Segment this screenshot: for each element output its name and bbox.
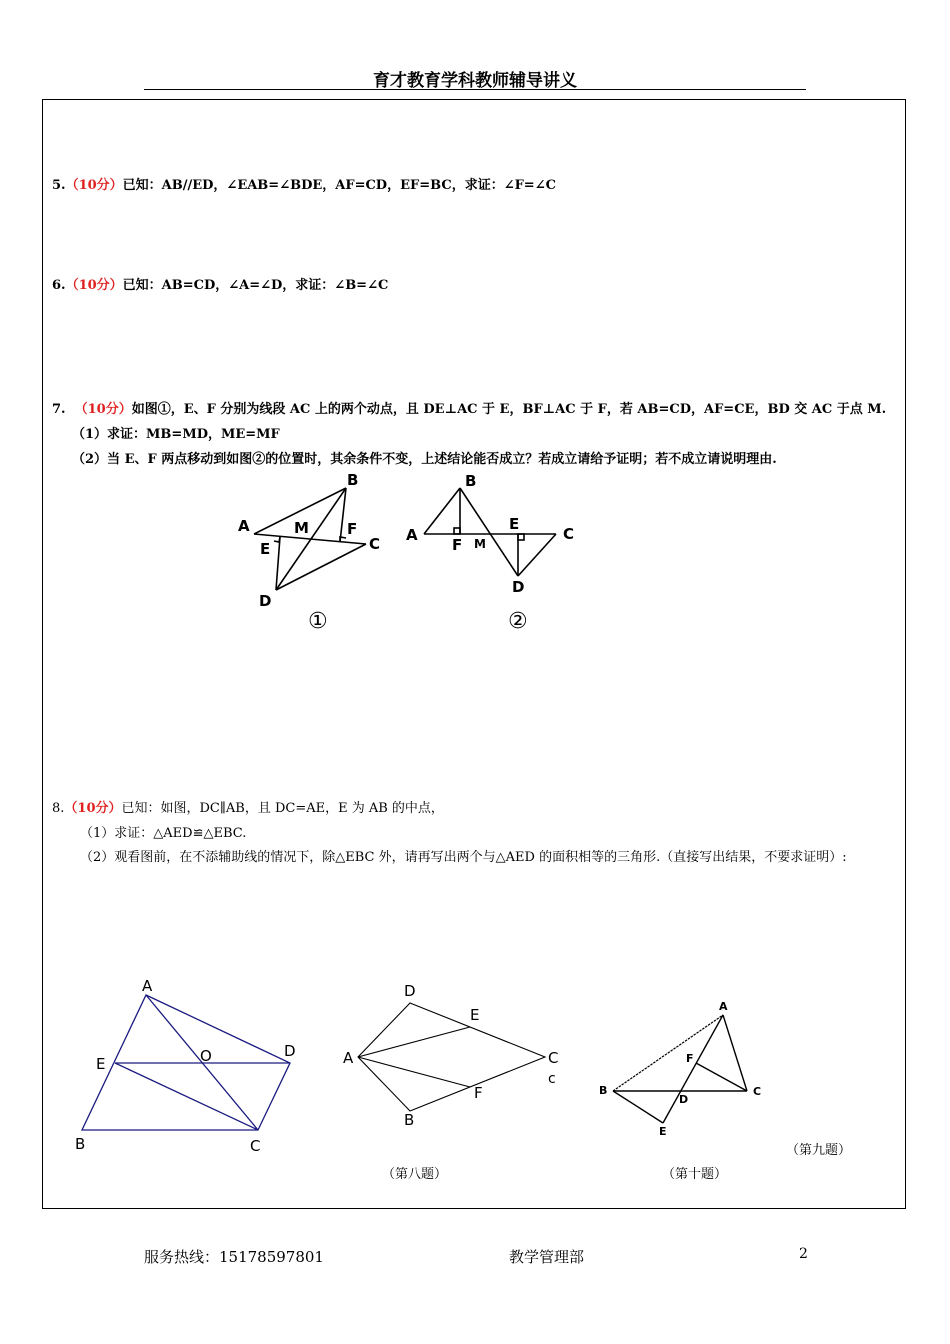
question-number: 5.: [52, 178, 66, 193]
figure-caption-10: （第十题）: [662, 1167, 728, 1182]
label-A: A: [343, 1049, 354, 1067]
question-5: [52, 177, 556, 195]
question-score: （10分）: [74, 402, 132, 417]
label-D: D: [404, 982, 416, 1000]
header-rule: [144, 89, 806, 90]
label-F: F: [452, 536, 463, 554]
question-8: [52, 800, 444, 818]
question-6: [52, 277, 388, 295]
question-8-part-1: （1）求证：△AED≌△EBC.: [80, 826, 247, 841]
question-text: 已知：如图，DC∥AB，且 DC=AE，E 为 AB 的中点，: [121, 801, 444, 816]
label-F: F: [474, 1084, 483, 1102]
label-c: c: [548, 1071, 556, 1087]
q7-figure-2: [400, 468, 590, 638]
label-B: B: [599, 1084, 608, 1097]
footer-hotline: 服务热线：15178597801: [144, 1248, 324, 1266]
label-C: C: [369, 535, 381, 553]
page-header-title: 育才教育学科教师辅导讲义: [373, 71, 577, 91]
question-text: 已知：AB//ED，∠EAB=∠BDE，AF=CD，EF=BC，求证：∠F=∠C: [122, 178, 556, 193]
label-D: D: [679, 1093, 689, 1106]
label-C: C: [753, 1085, 762, 1098]
q7-figure-1: [230, 468, 400, 638]
label-B: B: [75, 1135, 86, 1153]
label-B: B: [347, 471, 359, 489]
label-E: E: [509, 515, 520, 533]
label-M: M: [294, 519, 309, 537]
question-8-part-2: （2）观看图前，在不添辅助线的情况下，除△EBC 外，请再写出两个与△AED 的面积相等的三角形.（直接写出结果，不要求证明）:: [80, 850, 847, 865]
question-text: 如图①，E、F 分别为线段 AC 上的两个动点，且 DE⊥AC 于 E，BF⊥AC 于 F，若 AB=CD，AF=CE，BD 交 AC 于点 M.: [131, 402, 887, 417]
question-number: 7.: [52, 402, 66, 417]
label-O: O: [200, 1047, 212, 1065]
label-B: B: [404, 1111, 415, 1129]
label-B: B: [465, 472, 477, 490]
label-F: F: [347, 520, 358, 538]
label-E: E: [470, 1006, 480, 1024]
figure-caption-8: （第八题）: [382, 1167, 448, 1182]
footer-department: 教学管理部: [509, 1248, 585, 1266]
label-C: C: [548, 1049, 559, 1067]
question-score: （10分）: [65, 178, 123, 193]
question-text: 已知：AB=CD，∠A=∠D，求证：∠B=∠C: [122, 278, 389, 293]
question-7-part-2: （2）当 E、F 两点移动到如图②的位置时，其余条件不变，上述结论能否成立？若成立请给予证明；若不成立请说明理由.: [72, 452, 777, 467]
question-number: 6.: [52, 278, 66, 293]
label-F: F: [686, 1052, 694, 1065]
question-score: （10分）: [64, 801, 122, 816]
question-score: （10分）: [65, 278, 123, 293]
label-D: D: [284, 1042, 296, 1060]
label-D: D: [259, 592, 272, 610]
label-E: E: [659, 1125, 667, 1138]
footer-page-number: 2: [799, 1246, 808, 1262]
question-number: 8.: [52, 801, 65, 816]
figure-caption-9: （第九题）: [786, 1143, 852, 1158]
figure-parallelogram: [60, 970, 320, 1170]
label-E: E: [260, 540, 271, 558]
question-7-part-1: （1）求证：MB=MD，ME=MF: [72, 427, 280, 442]
label-E: E: [96, 1055, 106, 1073]
figure-caption: ①: [308, 609, 328, 634]
figure-triangles: [595, 995, 775, 1145]
label-C: C: [250, 1137, 261, 1155]
label-A: A: [719, 1000, 728, 1013]
label-C: C: [563, 525, 575, 543]
label-A: A: [406, 526, 418, 544]
figure-caption: ②: [508, 609, 528, 634]
label-M: M: [474, 537, 486, 551]
label-A: A: [238, 517, 250, 535]
figure-kite: [335, 975, 575, 1135]
question-7: [52, 401, 886, 419]
label-D: D: [512, 578, 525, 596]
label-A: A: [142, 977, 153, 995]
